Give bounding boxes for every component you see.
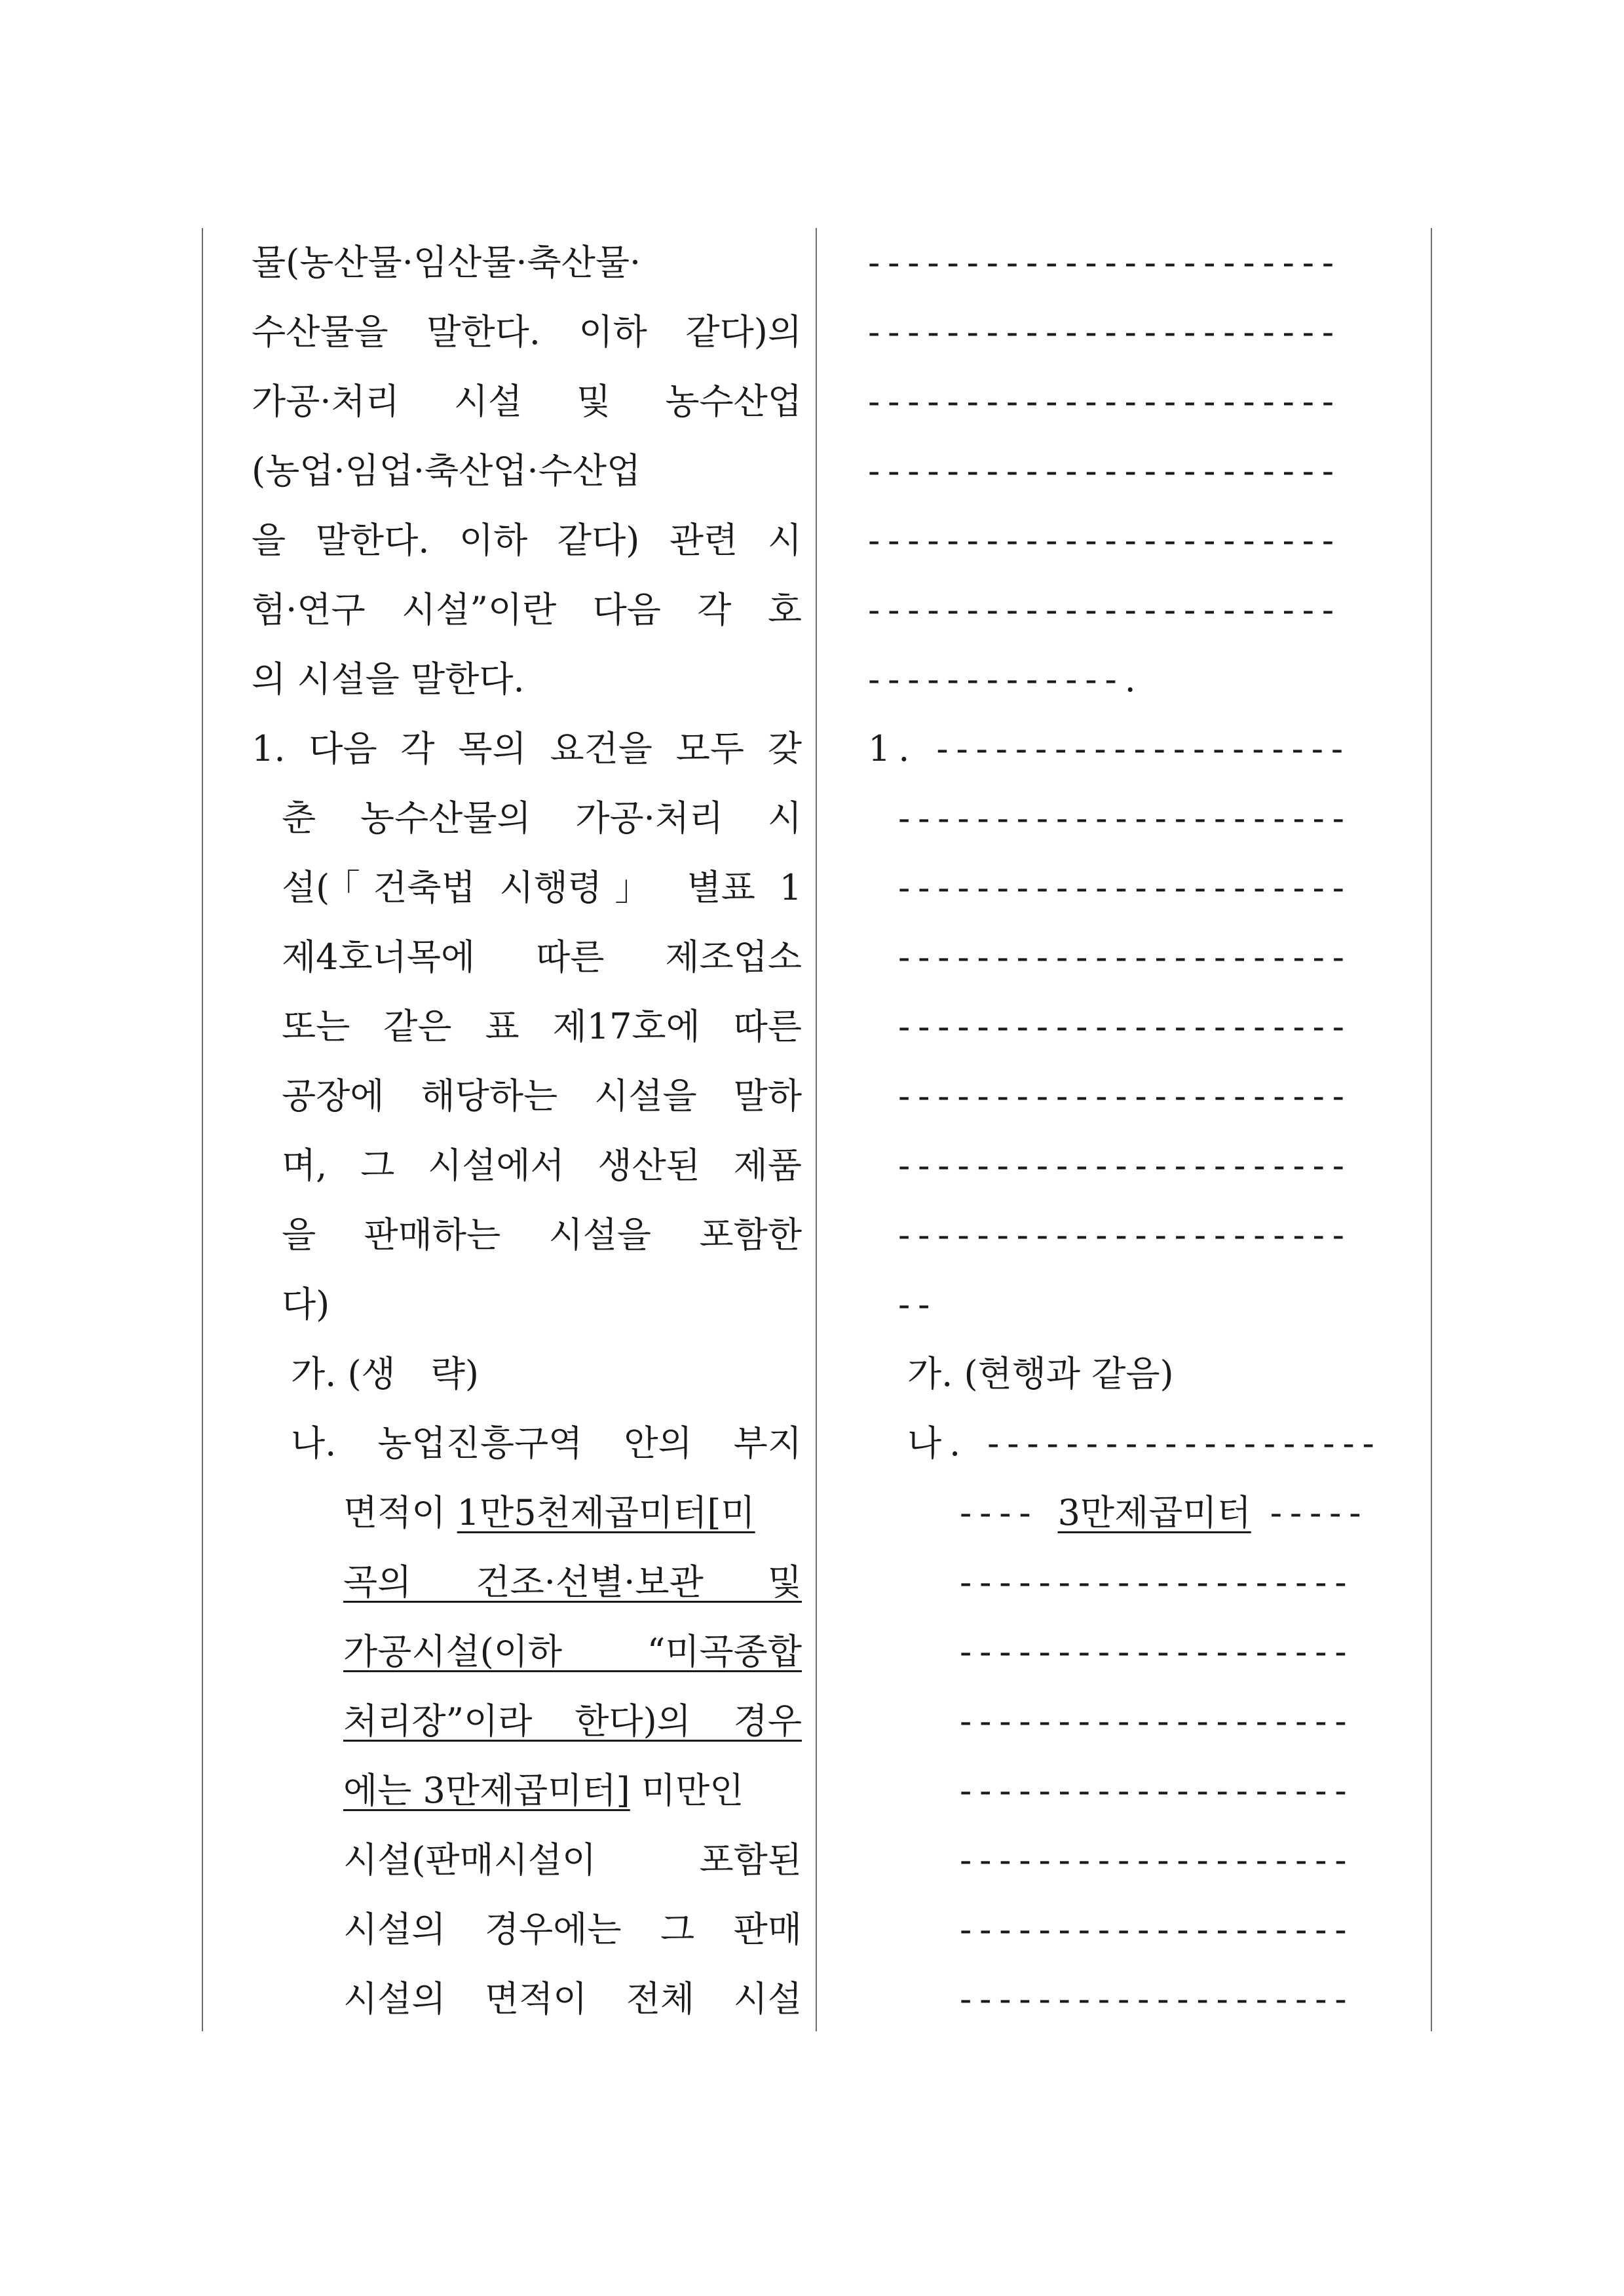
text-line: 을 말한다. 이하 같다) 관련 시	[252, 520, 802, 561]
amended-text: 가공시설(이하 “미곡종합	[343, 1631, 802, 1672]
dash-line: --------------------	[960, 1978, 1355, 2019]
amended-text: 3만제곱미터	[1057, 1492, 1251, 1533]
text-line: 험·연구 시설”이란 다음 각 호	[252, 589, 802, 630]
text-line: 을 판매하는 시설을 포함한	[282, 1214, 802, 1255]
amended-text: 1만5천제곱미터[미	[457, 1492, 755, 1533]
text-line: 시설의 면적이 전체 시설	[343, 1978, 802, 2019]
text-line: 시설의 경우에는 그 판매	[343, 1909, 802, 1950]
dash-line: ------------------------	[868, 520, 1342, 561]
item-ga: 가. (현행과 같음)	[907, 1353, 1174, 1394]
line-text: 미만인	[630, 1770, 744, 1811]
text-line: 춘 농수산물의 가공·처리 시	[282, 797, 802, 839]
dash-line: --------------------	[960, 1770, 1355, 1811]
dash-line: -----------------------	[898, 867, 1352, 908]
dash-line: -----------------------	[898, 1075, 1352, 1117]
text-line	[343, 1478, 802, 1548]
dash-line: --	[898, 1284, 938, 1325]
text-line: 설(「건축법 시행령」 별표 1	[282, 867, 802, 908]
text-line	[343, 1548, 802, 1617]
item-ga: 가. (생 략)	[291, 1353, 479, 1394]
text-line: (농업·임업·축산업·수산업	[252, 450, 641, 491]
amended-text: 처리장”이라 한다)의 경우	[343, 1700, 802, 1742]
dash-line: ------------------------	[868, 311, 1342, 353]
text-line	[960, 1478, 1412, 1548]
dash-line: --------------------	[960, 1561, 1355, 1603]
item-na-dash-heading: 나. --------------------	[907, 1423, 1382, 1464]
dash-line: -----------------------	[898, 1006, 1352, 1047]
text-line: 제4호너목에 따른 제조업소	[282, 936, 802, 978]
dash-fragment: ----	[960, 1492, 1058, 1533]
item-na-heading: 나. 농업진흥구역 안의 부지	[291, 1423, 802, 1464]
text-line: 며, 그 시설에서 생산된 제품	[282, 1145, 802, 1186]
text-line: 물(농산물·임산물·축산물·	[252, 242, 641, 283]
text-line: 또는 같은 표 제17호에 따른	[282, 1006, 802, 1047]
dash-line: ------------------------	[868, 450, 1342, 491]
amended-text: 에는 3만제곱미터]	[343, 1770, 630, 1811]
dash-line: --------------------	[960, 1909, 1355, 1950]
item-1-heading: 1. 다음 각 목의 요건을 모두 갖	[252, 728, 802, 769]
text-line	[343, 1617, 802, 1687]
dash-line: -------------.	[868, 659, 1144, 700]
dash-line: ------------------------	[868, 589, 1342, 630]
dash-line: ------------------------	[868, 242, 1342, 283]
text-line: 가공·처리 시설 및 농수산업	[252, 381, 802, 422]
text-line	[343, 1687, 802, 1756]
text-line	[343, 1756, 802, 1826]
dash-line: -----------------------	[898, 797, 1352, 839]
right-border-rule	[1431, 228, 1432, 2031]
item-1-dash-heading: 1. ---------------------	[868, 728, 1351, 769]
text-line: 의 시설을 말한다.	[252, 659, 525, 700]
amended-text: 곡의 건조·선별·보관 및	[343, 1561, 802, 1603]
dash-line: ------------------------	[868, 381, 1342, 422]
column-divider-rule	[816, 228, 817, 2031]
dash-line: -----------------------	[898, 1145, 1352, 1186]
dash-line: --------------------	[960, 1631, 1355, 1672]
text-line: 수산물을 말한다. 이하 같다)의	[252, 311, 802, 353]
dash-line: --------------------	[960, 1839, 1355, 1881]
dash-line: -----------------------	[898, 936, 1352, 978]
line-text: 면적이	[343, 1492, 457, 1533]
text-line: 다)	[282, 1284, 330, 1325]
left-border-rule	[202, 228, 203, 2031]
dash-fragment: -----	[1251, 1492, 1369, 1533]
text-line: 공장에 해당하는 시설을 말하	[282, 1075, 802, 1117]
text-line: 시설(판매시설이 포함된	[343, 1839, 802, 1881]
dash-line: -----------------------	[898, 1214, 1352, 1255]
dash-line: --------------------	[960, 1700, 1355, 1742]
